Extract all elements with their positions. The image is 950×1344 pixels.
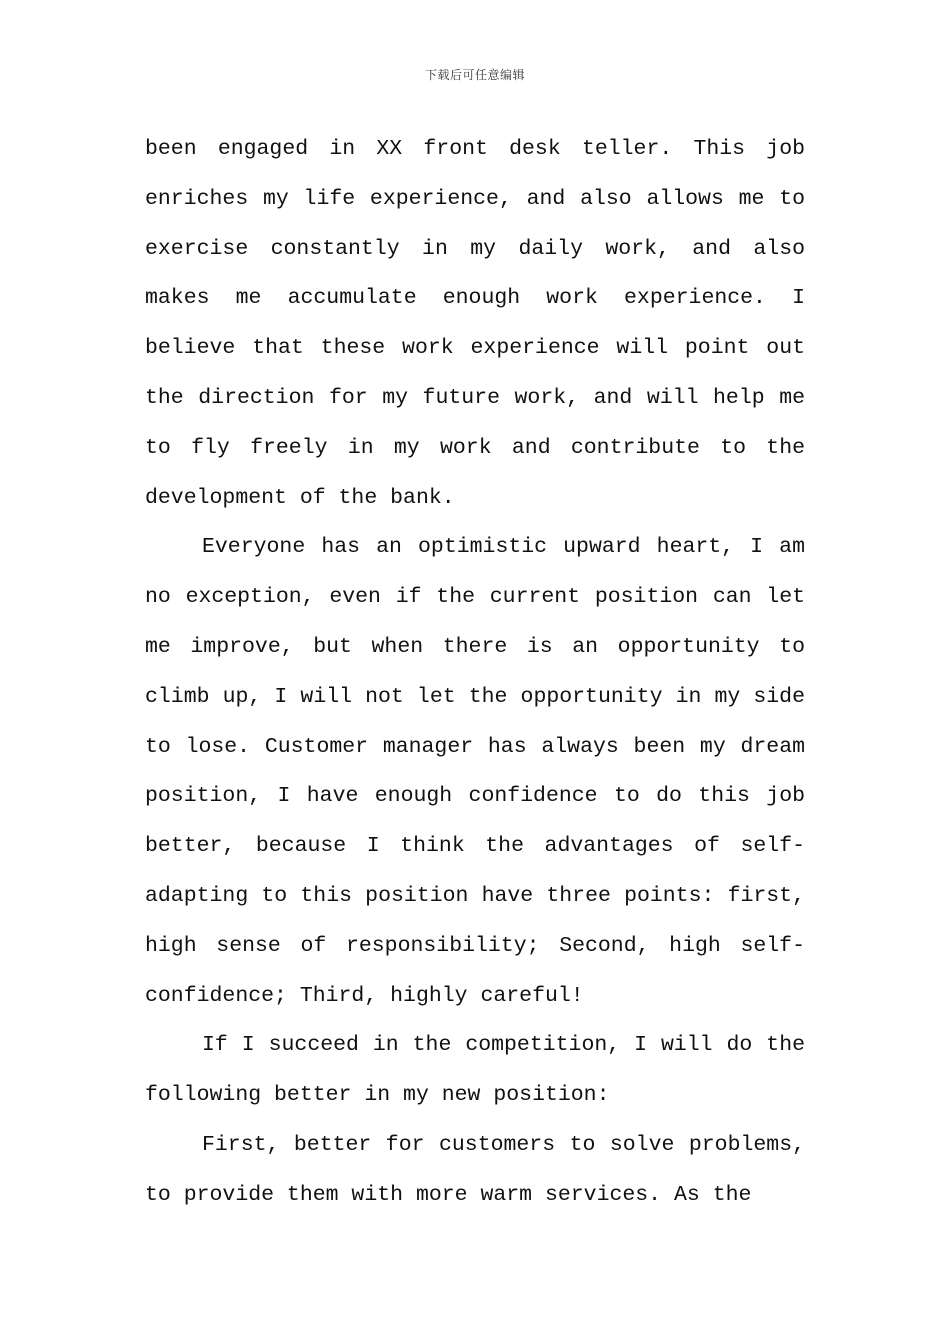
paragraph-competition: If I succeed in the competition, I will do the following better in my new position: (145, 1033, 805, 1108)
paragraph-teller-experience: been engaged in XX front desk teller. This job enriches my life experience, and also allows me to exercise constantly in my daily work, and also makes me accumulate enough work experience. I believe that these work experience will point out the direction for my future work, and will help me to fly freely in my work and contribute to the development of the bank. (145, 137, 805, 510)
paragraph-upward-heart: Everyone has an optimistic upward heart, I am no exception, even if the current position can let me improve, but when there is an opportunity to climb up, I will not let the opportunity in my side to lose. Customer manager has always been my dream position, I have enough confidence to do this job better, because I think the advantages of self-adapting to this position have three points: first, high sense of responsibility; Second, high self-confidence; Third, highly careful! (145, 535, 805, 1008)
paragraph-first-point: First, better for customers to solve problems, to provide them with more warm services. As the (145, 1132, 805, 1207)
page-header: 下载后可任意编辑 (424, 68, 525, 82)
document-body (145, 125, 805, 1221)
